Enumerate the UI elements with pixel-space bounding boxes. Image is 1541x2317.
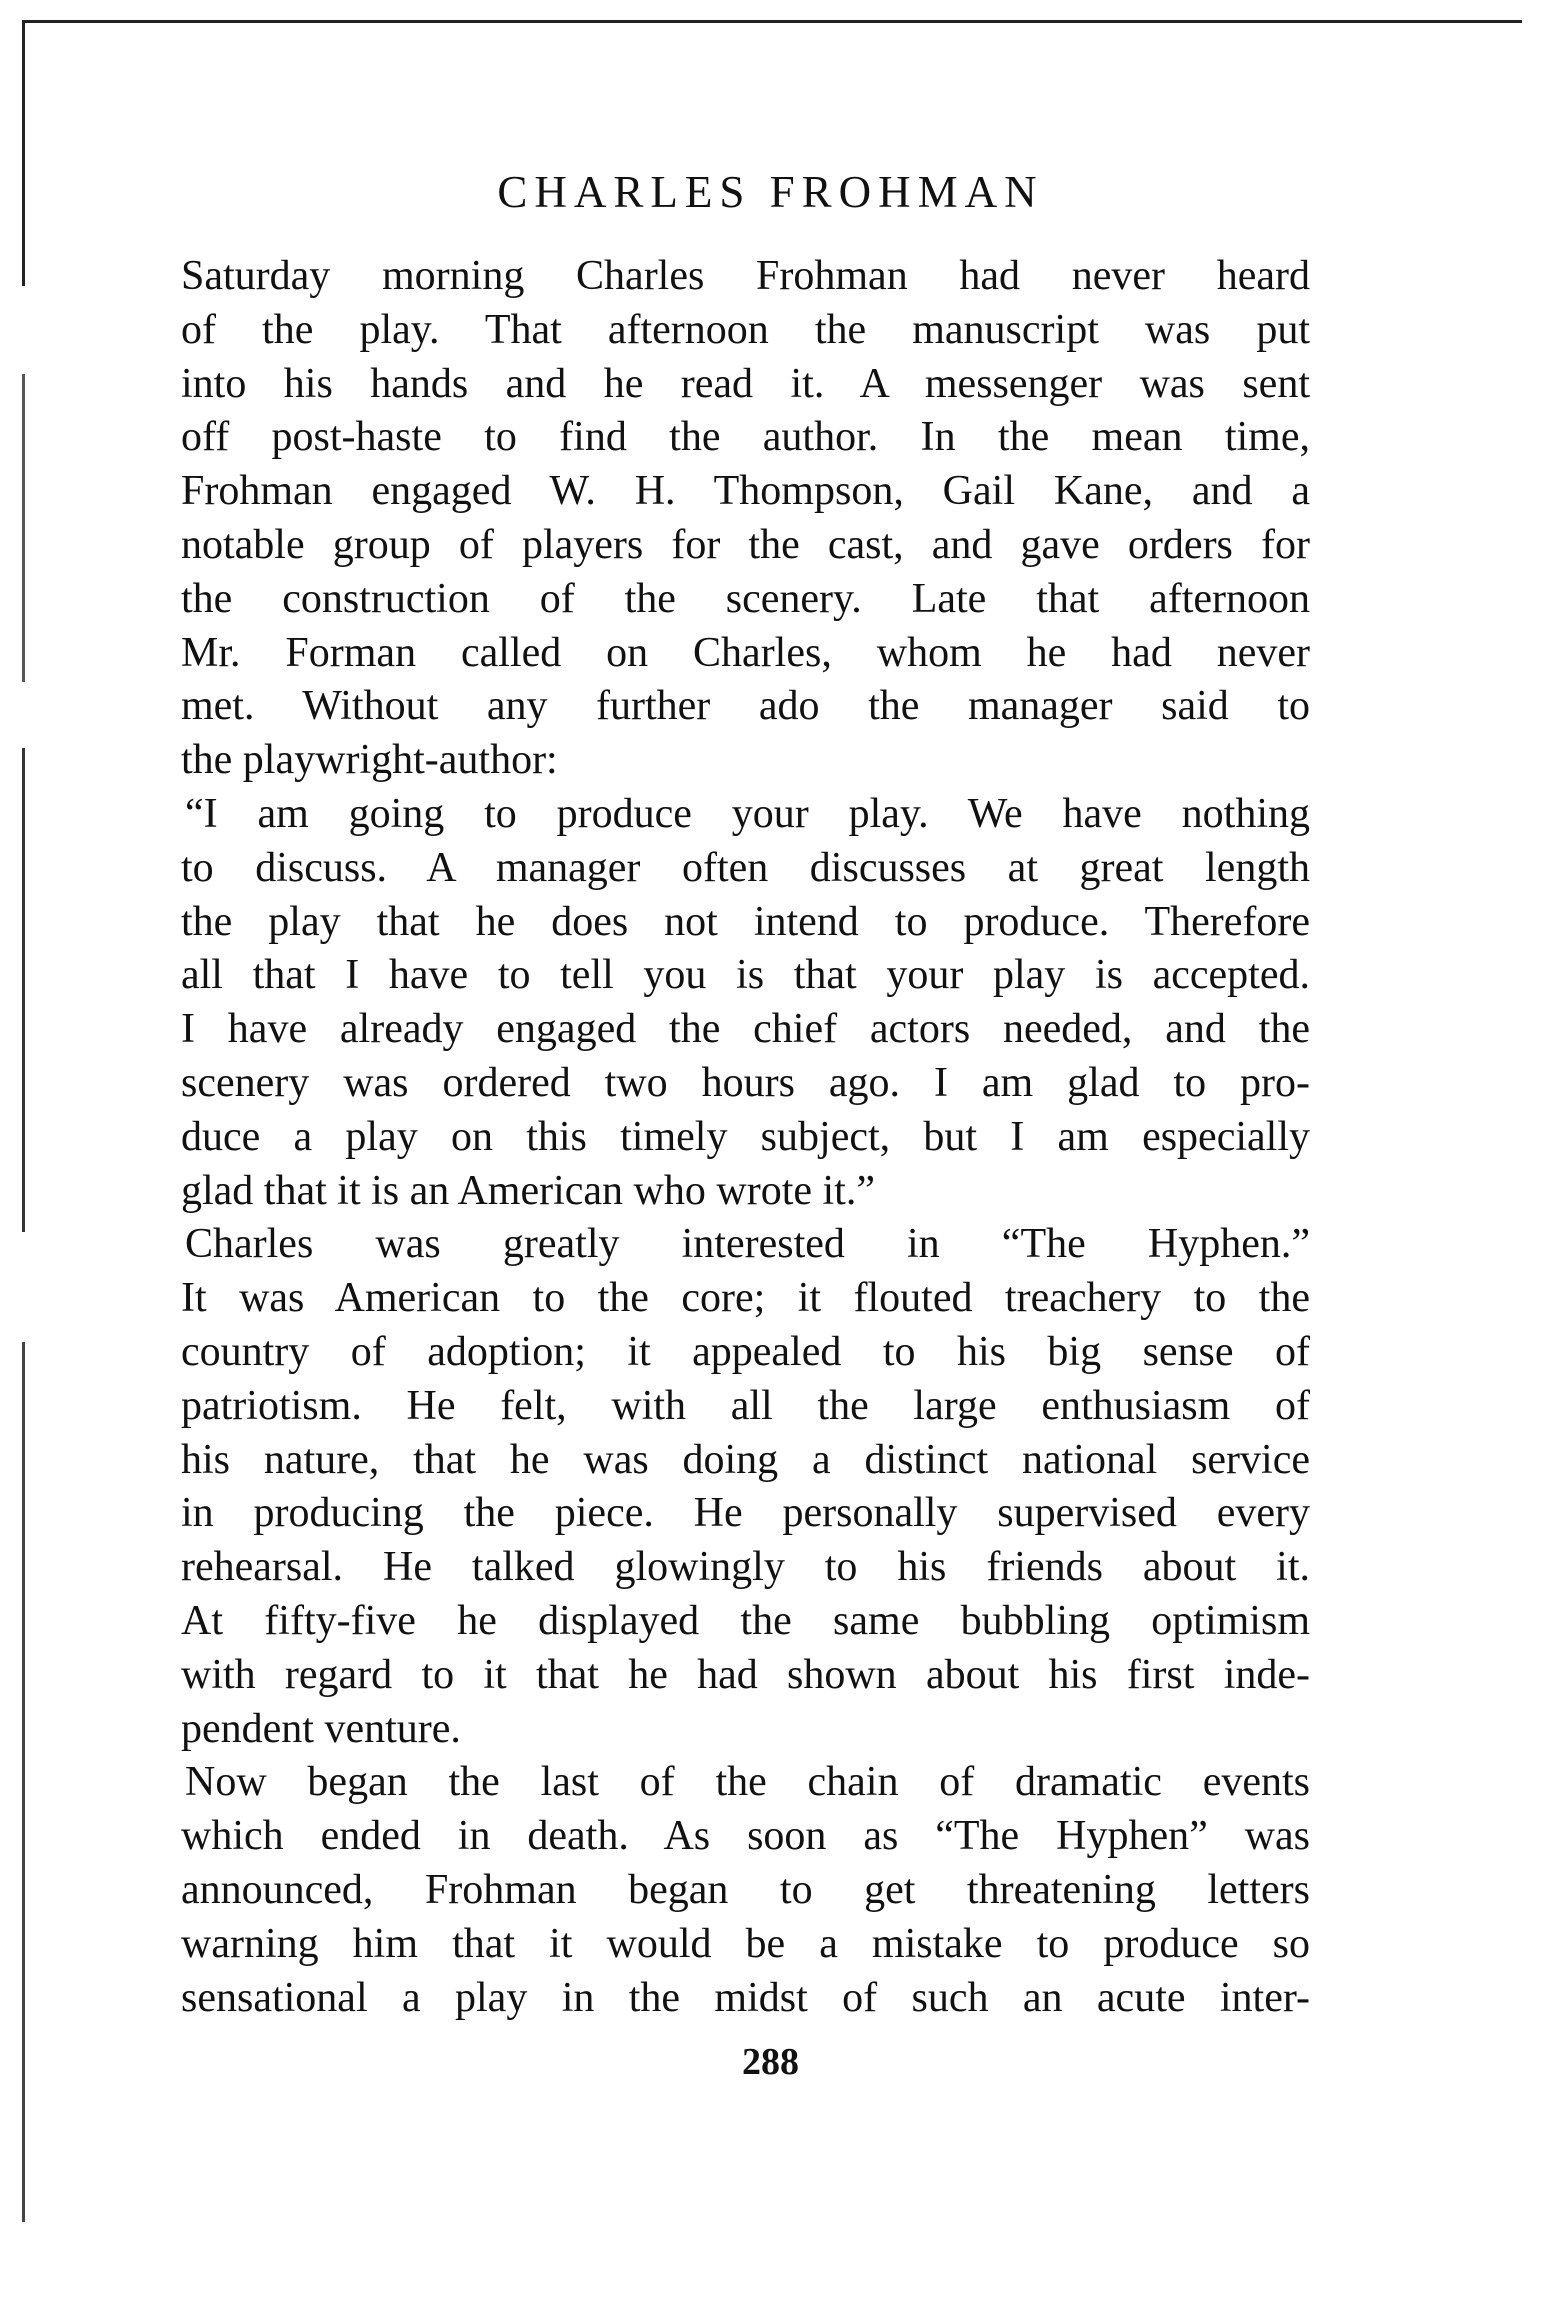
text-line: “I am going to produce your play. We have nothing — [185, 790, 1310, 837]
text-line: duce a play on this timely subject, but I am especially — [181, 1113, 1310, 1160]
text-line: Frohman engaged W. H. Thompson, Gail Kane, and a — [181, 468, 1310, 515]
text-line: sensational a play in the midst of such an acute inter- — [181, 1974, 1310, 2021]
text-line: his nature, that he was doing a distinct national service — [181, 1436, 1310, 1483]
text-line: It was American to the core; it flouted treachery to the — [181, 1275, 1310, 1322]
text-line: I have already engaged the chief actors needed, and the — [181, 1006, 1310, 1053]
page-body-text — [181, 250, 1310, 2025]
text-line: notable group of players for the cast, and gave orders for — [181, 521, 1310, 568]
text-line: the play that he does not intend to produce. Therefore — [181, 898, 1310, 945]
text-line: into his hands and he read it. A messenger was sent — [181, 360, 1310, 407]
text-line: pendent venture. — [181, 1705, 461, 1752]
text-line: warning him that it would be a mistake to produce so — [181, 1920, 1310, 1967]
text-line: Mr. Forman called on Charles, whom he had never — [181, 629, 1310, 676]
text-line: patriotism. He felt, with all the large enthusiasm of — [181, 1382, 1310, 1429]
text-line: the playwright-author: — [181, 737, 558, 784]
left-border-rule — [22, 22, 25, 2222]
text-line: Now began the last of the chain of dramatic events — [185, 1759, 1310, 1806]
text-line: with regard to it that he had shown about his first inde- — [181, 1651, 1310, 1698]
top-border-rule — [22, 20, 1522, 23]
text-line: country of adoption; it appealed to his big sense of — [181, 1328, 1310, 1375]
text-line: of the play. That afternoon the manuscript was put — [181, 306, 1310, 353]
text-line: off post-haste to find the author. In the mean time, — [181, 414, 1310, 461]
page-number: 288 — [742, 2041, 799, 2083]
text-line: Saturday morning Charles Frohman had never heard — [181, 253, 1310, 299]
text-line: announced, Frohman began to get threatening letters — [181, 1866, 1310, 1913]
text-line: all that I have to tell you is that your play is accepted. — [181, 952, 1310, 999]
text-line: Charles was greatly interested in “The Hyphen.” — [185, 1221, 1310, 1268]
text-line: rehearsal. He talked glowingly to his friends about it. — [181, 1544, 1310, 1591]
text-line: scenery was ordered two hours ago. I am glad to pro- — [181, 1059, 1310, 1106]
text-line: the construction of the scenery. Late that afternoon — [181, 575, 1310, 622]
text-line: glad that it is an American who wrote it.” — [181, 1167, 875, 1214]
text-line: which ended in death. As soon as “The Hyphen” was — [181, 1813, 1310, 1860]
text-line: to discuss. A manager often discusses at great length — [181, 844, 1310, 891]
text-line: in producing the piece. He personally supervised every — [181, 1490, 1310, 1537]
text-line: At fifty-five he displayed the same bubbling optimism — [181, 1597, 1310, 1644]
text-line: met. Without any further ado the manager said to — [181, 683, 1310, 730]
running-title: CHARLES FROHMAN — [497, 167, 1044, 217]
